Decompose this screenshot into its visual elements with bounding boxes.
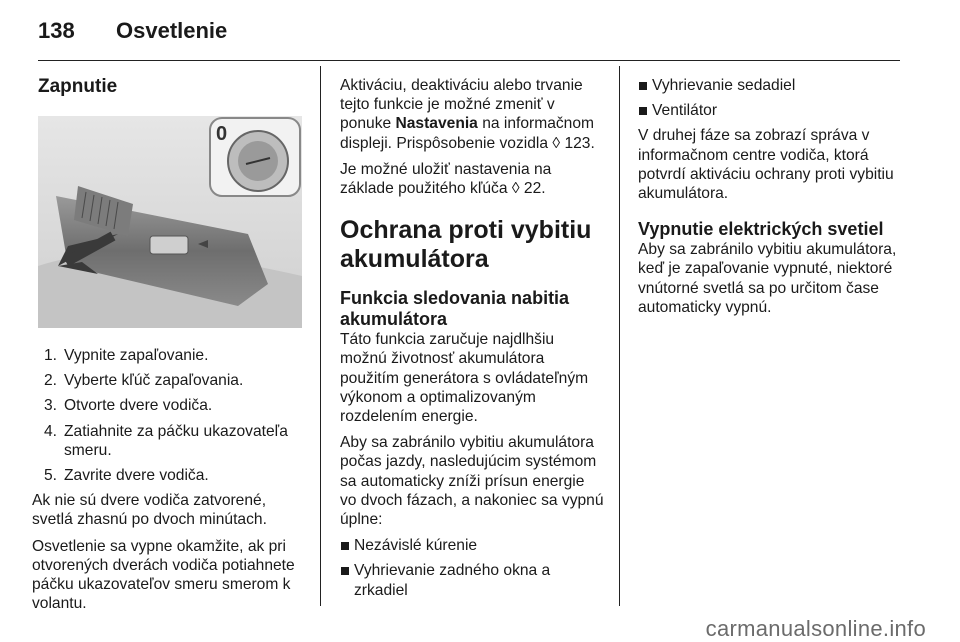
- list-item: Vyhrievanie sedadiel: [638, 76, 902, 95]
- bullet-square-icon: [639, 82, 647, 90]
- bullet-square-icon: [341, 567, 349, 575]
- paragraph: Aby sa zabránilo vybitiu akumulátora počas jazdy, nasledujúcim systémom sa automaticky zníži prísun energie vo dvoch fázach, a nakoniec sa vypnú úplne:: [340, 434, 604, 529]
- watermark: carmanualsonline.info: [705, 616, 926, 641]
- menu-name: Nastavenia: [395, 115, 478, 133]
- paragraph: Aby sa zabránilo vybitiu akumulátora, keď je zapaľovanie vypnuté, niektoré vnútorné svetlá sa po určitom čase automaticky vypnú.: [638, 241, 897, 316]
- reference-symbol: ◊: [552, 134, 561, 152]
- list-item: Nezávislé kúrenie: [340, 536, 604, 555]
- column-1: [32, 70, 304, 620]
- steps-list: [38, 346, 304, 485]
- paragraph: Aktiváciu, deaktiváciu alebo trvanie tejto funkcie je možné zmeniť v ponuke Nastavenia na informačnom displeji. Prispôsobenie vozidla ◊ 123.: [340, 77, 595, 152]
- paragraph: Je možné uložiť nastavenia na základe použitého kľúča ◊ 22.: [340, 160, 552, 198]
- paragraph: Táto funkcia zaručuje najdlhšiu možnú životnosť akumulátora použitím generátora s ovládateľným výkonom a optimalizovaným rozdelením energie.: [340, 331, 589, 426]
- list-item: 5. Zavrite dvere vodiča.: [44, 467, 209, 485]
- page-number: 138: [38, 18, 75, 43]
- list-item: 1. Vypnite zapaľovanie.: [44, 347, 209, 364]
- bullet-square-icon: [341, 542, 349, 550]
- list-item: 3. Otvorte dvere vodiča.: [44, 397, 213, 415]
- list-item: 4. Zatiahnite za páčku ukazovateľa smeru.: [44, 422, 288, 459]
- list-item: Ventilátor: [638, 101, 902, 120]
- list-item: 2. Vyberte kľúč zapaľovania.: [44, 372, 244, 390]
- paragraph: V druhej fáze sa zobrazí správa v informačnom centre vodiča, ktorá potvrdí aktiváciu ochrany proti vybitiu akumulátora.: [638, 127, 894, 203]
- column-3: [638, 70, 902, 324]
- bullet-square-icon: [639, 107, 647, 115]
- bullet-list: [638, 76, 902, 120]
- turn-signal-lever-image: [38, 116, 302, 328]
- bullet-list: [340, 536, 604, 600]
- section-heading: Zapnutie: [38, 76, 118, 97]
- column-divider: [320, 66, 321, 606]
- reference-symbol: ◊: [511, 180, 520, 198]
- section-heading: Ochrana proti vybitiu akumulátora: [340, 216, 592, 274]
- paragraph: Ak nie sú dvere vodiča zatvorené, svetlá zhasnú po dvoch minútach.: [32, 492, 267, 529]
- chapter-title: Osvetlenie: [116, 18, 228, 43]
- header-rule: [38, 60, 900, 61]
- paragraph: Osvetlenie sa vypne okamžite, ak pri otvorených dverách vodiča potiahnete páčku ukazovateľov smeru smerom k volantu.: [32, 537, 295, 613]
- list-item: Vyhrievanie zadného okna a zrkadiel: [340, 561, 604, 599]
- lever-illustration: [38, 116, 302, 328]
- subsection-heading: Funkcia sledovania nabitia akumulátora: [340, 288, 570, 330]
- column-2: [340, 70, 604, 606]
- section-heading: Vypnutie elektrických svetiel: [638, 219, 884, 240]
- ignition-position-label: 0: [216, 123, 228, 145]
- column-divider: [619, 66, 620, 606]
